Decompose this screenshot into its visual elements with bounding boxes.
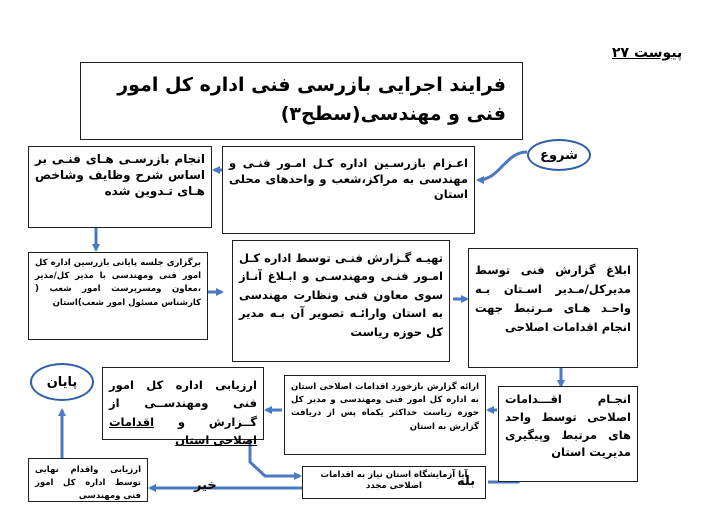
evaluation-underlined-text: اقدامات اصلاحی استان	[109, 414, 257, 448]
decision-further-actions: آیا آزمایشگاه استان نیاز به اقدامات اصلاحی مجدد	[302, 466, 486, 499]
step-technical-report: تهیـه گـزارش فنـی توسط اداره کـل امـور فنـی ومهندسـی و ابـلاغ آنـاز سوی معاون فنی ونظارت مهندسی به استان وارائـه تصویر آن بـه مدیر کل حوزه ریاست	[232, 240, 450, 362]
appendix-label: پیوست ۲۷	[612, 45, 683, 61]
step-technical-inspection: انجام بازرسـی هـای فنـی بر اساس شرح وظایف وشاخص هـای تـدوین شده	[28, 146, 212, 228]
end-node: پایان	[30, 363, 94, 401]
step-closing-meeting: برگزاری جلسه پایانی بازرسین اداره کل امور فنی ومهندسی با مدیر کل/مدیر ،معاون ومسرپرست امور شعب ( کارشناس مسئول امور شعب)استان	[28, 252, 208, 340]
step-final-evaluation: ارزیابی واقدام نهایی توسط اداره کل امور فنی ومهندسی	[28, 458, 148, 502]
process-title: فرایند اجرایی بازرسی فنی اداره کل امور فنی و مهندسی(سطح۳)	[80, 62, 523, 140]
step-evaluation	[102, 367, 264, 448]
yes-label: بله	[457, 474, 476, 489]
step-feedback-report: ارائه گزارش بازخورد اقدامات اصلاحی استان به اداره کل امور فنی ومهندسی و مدیر کل حوزه ریاست حداکثر یکماه پس از دریافت گزارش به استان	[284, 375, 486, 455]
step-corrective-actions: انجـام اقـــدامات اصلاحی توسط واحد های مرتبط وپیگیری مدیریت استان	[498, 386, 638, 482]
step-notify-report: ابلاغ گزارش فنی توسط مدیرکل/مـدیر اسـتان بـه واحـد هـای مـرتبط جهت انجام اقدامات اصلاحی	[468, 248, 638, 368]
evaluation-text: ارزیابی اداره کل امور فنی ومهندســی از گــزارش و	[109, 378, 257, 429]
arrow-start-to-dispatch	[478, 152, 527, 180]
step-dispatch-inspectors: اعـزام بازرسـین اداره کـل امـور فنـی و مهندسی به مراکز،شعب و واحدهای محلی استان	[222, 146, 475, 234]
start-node: شروع	[527, 139, 591, 171]
no-label: خیر	[194, 478, 217, 493]
